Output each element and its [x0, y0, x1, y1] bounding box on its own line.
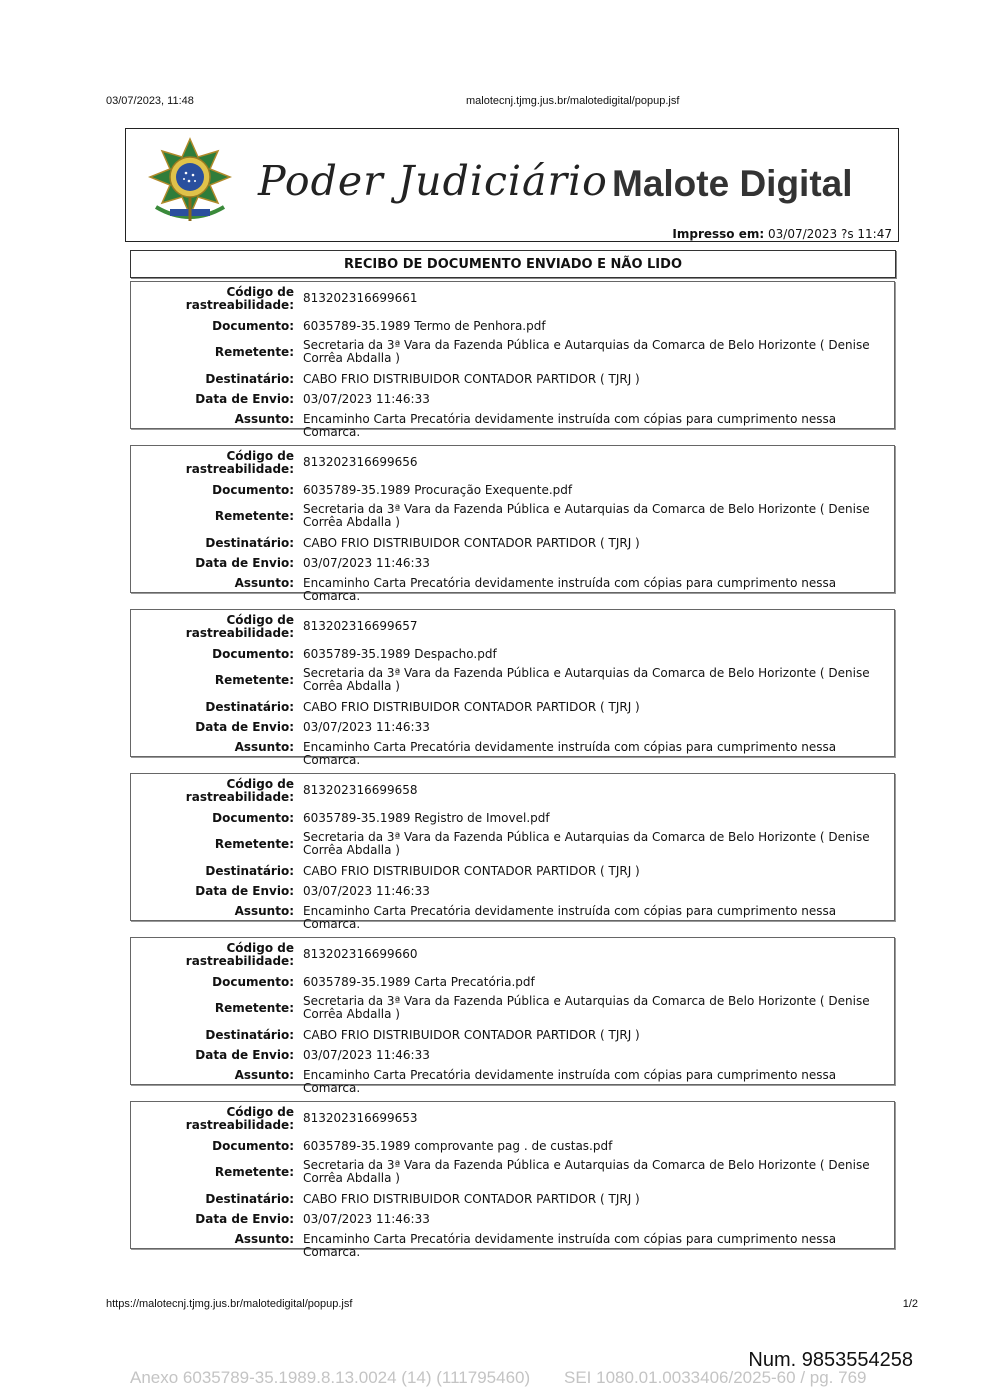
sent-date-value: 03/07/2023 11:46:33 [303, 1212, 430, 1226]
subject-label: Assunto: [234, 412, 294, 426]
tracking-label [186, 942, 294, 968]
sender-label: Remetente: [214, 1165, 294, 1179]
sent-date-value: 03/07/2023 11:46:33 [303, 884, 430, 898]
malote-banner [125, 128, 899, 242]
tracking-label [186, 286, 294, 312]
brazil-coat-of-arms-icon [148, 137, 232, 225]
document-number: Num. 9853554258 [748, 1349, 913, 1371]
record-card [130, 937, 895, 1095]
page-number: 1/2 [902, 1298, 918, 1310]
sent-date-label: Data de Envio: [195, 392, 294, 406]
tracking-label-line2: rastreabilidade: [185, 462, 294, 476]
sender-label: Remetente: [214, 1001, 294, 1015]
document-value: 6035789-35.1989 Carta Precatória.pdf [303, 975, 535, 989]
record-card [130, 609, 895, 767]
tracking-label-line1: Código de [226, 941, 294, 955]
document-label: Documento: [212, 1139, 294, 1153]
tracking-label [186, 450, 294, 476]
recipient-value: CABO FRIO DISTRIBUIDOR CONTADOR PARTIDOR ( TJRJ ) [303, 536, 640, 550]
subject-value: Encaminho Carta Precatória devidamente instruída com cópias para cumprimento nessa Comarca. [303, 576, 837, 603]
tracking-label-line1: Código de [226, 449, 294, 463]
document-value: 6035789-35.1989 Procuração Exequente.pdf [303, 483, 573, 497]
record-card [130, 1101, 895, 1259]
subject-value: Encaminho Carta Precatória devidamente instruída com cópias para cumprimento nessa Comarca. [303, 412, 837, 439]
tracking-label-line2: rastreabilidade: [185, 298, 294, 312]
tracking-value: 813202316699657 [303, 619, 418, 633]
tracking-label [186, 614, 294, 640]
receipt-title: RECIBO DE DOCUMENTO ENVIADO E NÃO LIDO [130, 250, 896, 278]
banner-brand: Malote Digital [612, 163, 853, 204]
tracking-label-line1: Código de [226, 613, 294, 627]
recipient-label: Destinatário: [205, 372, 294, 386]
sender-label: Remetente: [214, 673, 294, 687]
print-url: malotecnj.tjmg.jus.br/malotedigital/popup.jsf [466, 95, 680, 107]
subject-label: Assunto: [234, 740, 294, 754]
document-label: Documento: [212, 483, 294, 497]
recipient-label: Destinatário: [205, 1192, 294, 1206]
print-datetime: 03/07/2023, 11:48 [106, 95, 194, 107]
tracking-label-line1: Código de [226, 285, 294, 299]
recipient-label: Destinatário: [205, 1028, 294, 1042]
document-value: 6035789-35.1989 Despacho.pdf [303, 647, 497, 661]
tracking-label [186, 778, 294, 804]
document-value: 6035789-35.1989 Registro de Imovel.pdf [303, 811, 550, 825]
record-card [130, 445, 895, 603]
sender-value: Secretaria da 3ª Vara da Fazenda Pública e Autarquias da Comarca de Belo Horizonte ( Denise Corrêa Abdalla ) [303, 994, 870, 1021]
document-label: Documento: [212, 319, 294, 333]
sent-date-label: Data de Envio: [195, 884, 294, 898]
sent-date-value: 03/07/2023 11:46:33 [303, 556, 430, 570]
sent-date-value: 03/07/2023 11:46:33 [303, 392, 430, 406]
tracking-value: 813202316699653 [303, 1111, 418, 1125]
document-value: 6035789-35.1989 Termo de Penhora.pdf [303, 319, 546, 333]
record-card [130, 281, 895, 439]
sender-value: Secretaria da 3ª Vara da Fazenda Pública e Autarquias da Comarca de Belo Horizonte ( Denise Corrêa Abdalla ) [303, 666, 870, 693]
sent-date-value: 03/07/2023 11:46:33 [303, 1048, 430, 1062]
sei-watermark: SEI 1080.01.0033406/2025-60 / pg. 769 [564, 1368, 867, 1387]
banner-script-title: Poder Judiciário [258, 157, 608, 205]
recipient-value: CABO FRIO DISTRIBUIDOR CONTADOR PARTIDOR ( TJRJ ) [303, 1192, 640, 1206]
tracking-label-line1: Código de [226, 1105, 294, 1119]
document-label: Documento: [212, 811, 294, 825]
sender-value: Secretaria da 3ª Vara da Fazenda Pública e Autarquias da Comarca de Belo Horizonte ( Denise Corrêa Abdalla ) [303, 502, 870, 529]
tracking-label-line2: rastreabilidade: [185, 954, 294, 968]
annex-watermark: Anexo 6035789-35.1989.8.13.0024 (14) (111795460) [130, 1368, 531, 1387]
recipient-value: CABO FRIO DISTRIBUIDOR CONTADOR PARTIDOR ( TJRJ ) [303, 864, 640, 878]
tracking-label-line2: rastreabilidade: [185, 790, 294, 804]
subject-label: Assunto: [234, 576, 294, 590]
recipient-value: CABO FRIO DISTRIBUIDOR CONTADOR PARTIDOR ( TJRJ ) [303, 700, 640, 714]
recipient-value: CABO FRIO DISTRIBUIDOR CONTADOR PARTIDOR ( TJRJ ) [303, 1028, 640, 1042]
tracking-label [186, 1106, 294, 1132]
printed-at [672, 227, 892, 241]
subject-label: Assunto: [234, 1068, 294, 1082]
sender-label: Remetente: [214, 345, 294, 359]
sent-date-label: Data de Envio: [195, 720, 294, 734]
tracking-value: 813202316699658 [303, 783, 418, 797]
printed-label: Impresso em: [672, 227, 765, 241]
sender-value: Secretaria da 3ª Vara da Fazenda Pública e Autarquias da Comarca de Belo Horizonte ( Denise Corrêa Abdalla ) [303, 1158, 870, 1185]
document-label: Documento: [212, 975, 294, 989]
document-label: Documento: [212, 647, 294, 661]
tracking-label-line2: rastreabilidade: [185, 1118, 294, 1132]
recipient-label: Destinatário: [205, 864, 294, 878]
record-card [130, 773, 895, 931]
subject-value: Encaminho Carta Precatória devidamente instruída com cópias para cumprimento nessa Comarca. [303, 1232, 837, 1259]
sent-date-label: Data de Envio: [195, 1048, 294, 1062]
footer-url: https://malotecnj.tjmg.jus.br/malotedigital/popup.jsf [106, 1298, 353, 1310]
recipient-label: Destinatário: [205, 536, 294, 550]
tracking-value: 813202316699656 [303, 455, 418, 469]
recipient-value: CABO FRIO DISTRIBUIDOR CONTADOR PARTIDOR ( TJRJ ) [303, 372, 640, 386]
sent-date-label: Data de Envio: [195, 1212, 294, 1226]
sender-label: Remetente: [214, 509, 294, 523]
subject-value: Encaminho Carta Precatória devidamente instruída com cópias para cumprimento nessa Comarca. [303, 904, 837, 931]
tracking-label-line1: Código de [226, 777, 294, 791]
subject-label: Assunto: [234, 904, 294, 918]
sent-date-value: 03/07/2023 11:46:33 [303, 720, 430, 734]
recipient-label: Destinatário: [205, 700, 294, 714]
document-value: 6035789-35.1989 comprovante pag . de custas.pdf [303, 1139, 613, 1153]
printed-value: 03/07/2023 ?s 11:47 [768, 227, 892, 241]
sender-label: Remetente: [214, 837, 294, 851]
sent-date-label: Data de Envio: [195, 556, 294, 570]
tracking-value: 813202316699660 [303, 947, 418, 961]
subject-value: Encaminho Carta Precatória devidamente instruída com cópias para cumprimento nessa Comarca. [303, 740, 837, 767]
tracking-label-line2: rastreabilidade: [185, 626, 294, 640]
subject-label: Assunto: [234, 1232, 294, 1246]
tracking-value: 813202316699661 [303, 291, 418, 305]
sender-value: Secretaria da 3ª Vara da Fazenda Pública e Autarquias da Comarca de Belo Horizonte ( Denise Corrêa Abdalla ) [303, 830, 870, 857]
sender-value: Secretaria da 3ª Vara da Fazenda Pública e Autarquias da Comarca de Belo Horizonte ( Denise Corrêa Abdalla ) [303, 338, 870, 365]
subject-value: Encaminho Carta Precatória devidamente instruída com cópias para cumprimento nessa Comarca. [303, 1068, 837, 1095]
